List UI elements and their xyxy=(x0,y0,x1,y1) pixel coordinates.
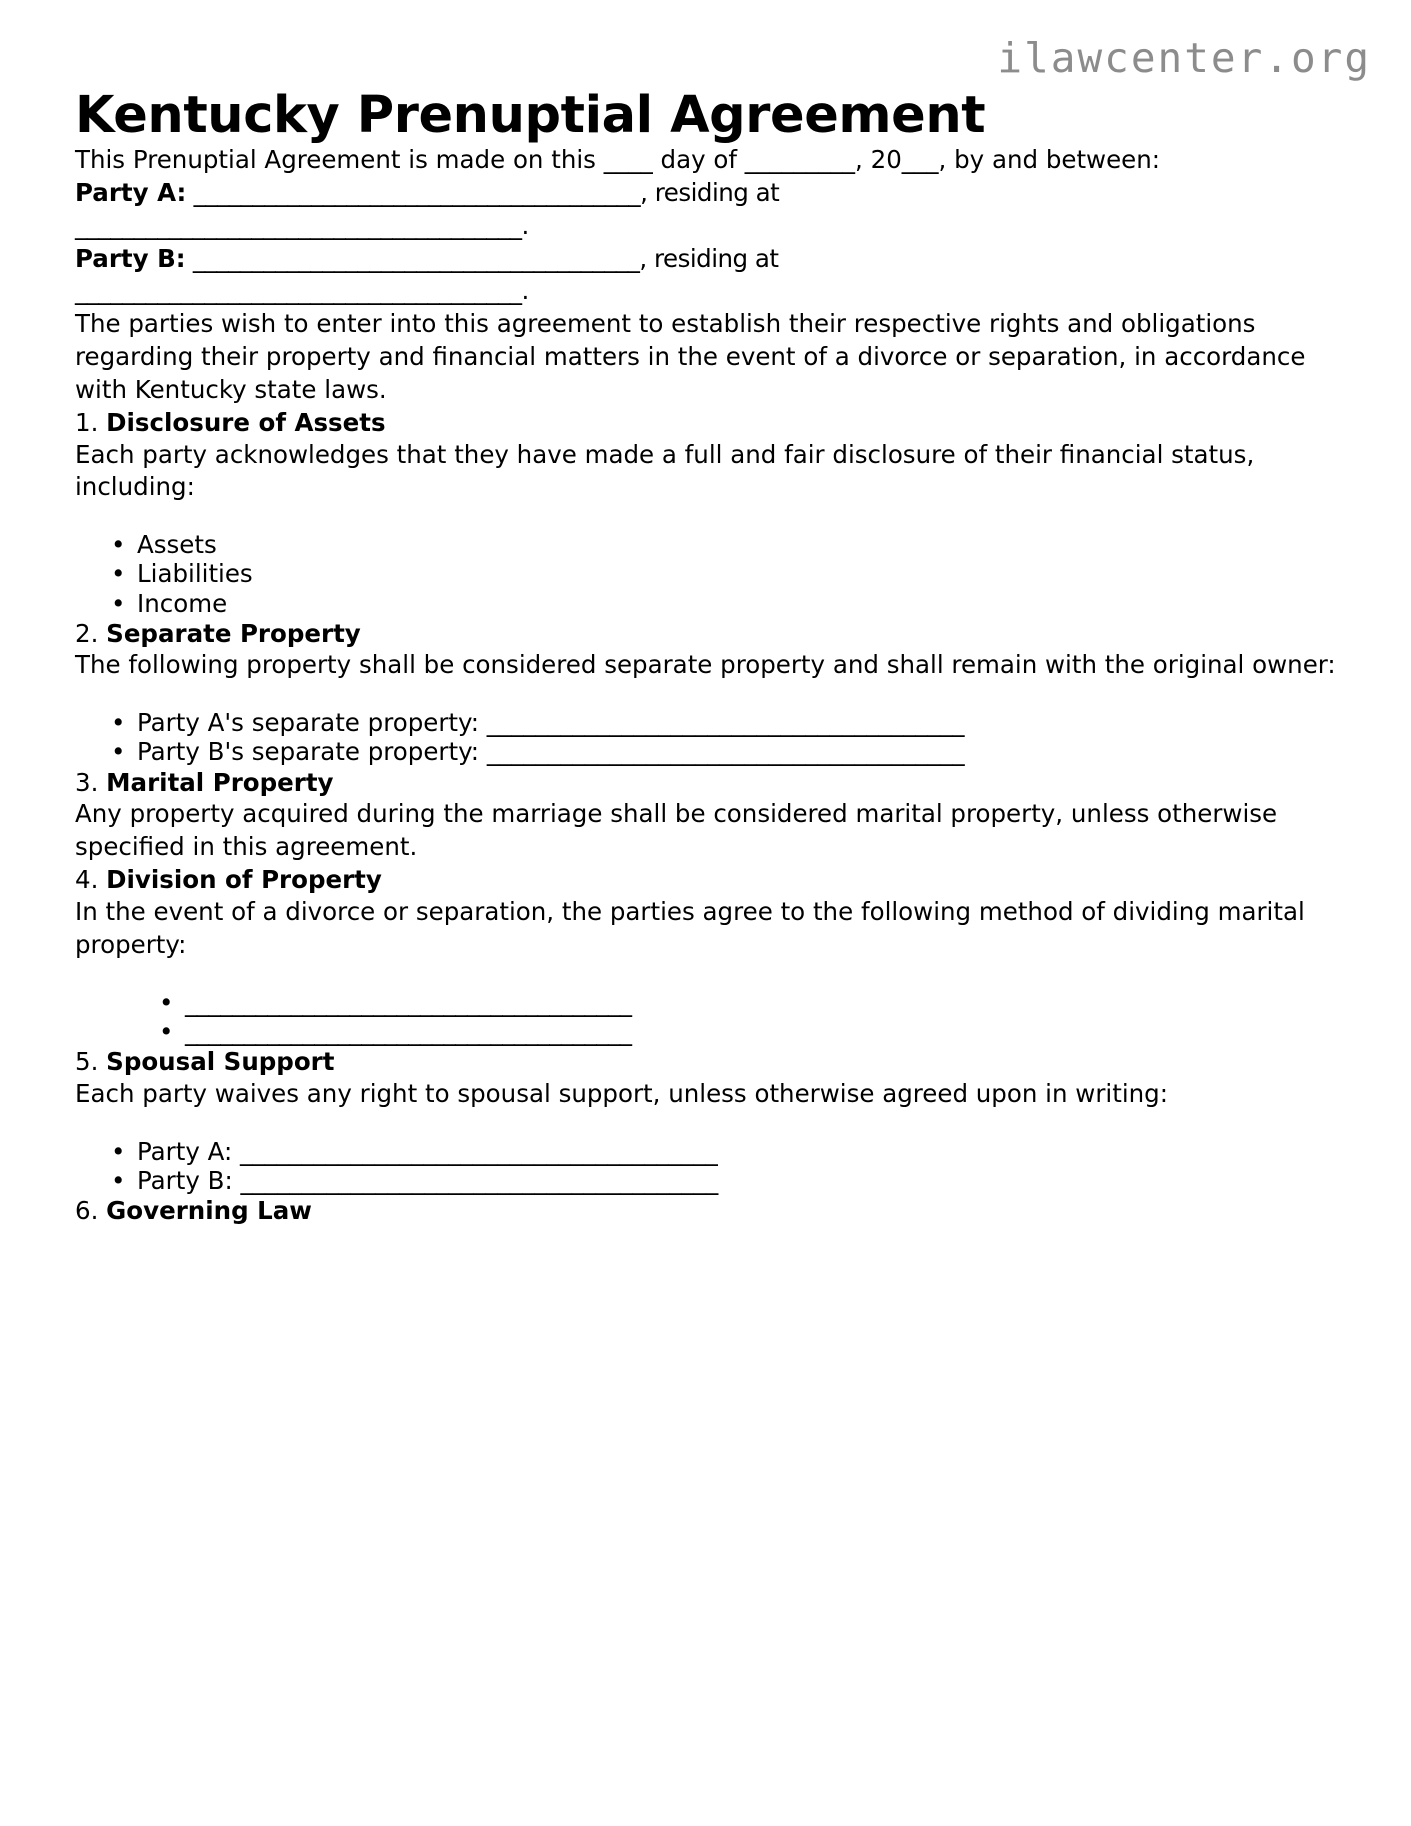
list-item[interactable]: • Party A's separate property: _______________________________________ xyxy=(137,708,1337,737)
section-number-6: 6. xyxy=(75,1195,107,1225)
section-body-1: Each party acknowledges that they have made a full and fair disclosure of their financial status, including: xyxy=(75,439,1255,502)
section-number-3: 3. xyxy=(75,767,107,797)
party-a-address-line xyxy=(75,210,1337,243)
section-heading-3 xyxy=(75,767,1337,799)
party-b-line xyxy=(75,243,1337,276)
section-1-bullet-list xyxy=(75,530,1337,617)
party-a-name-blank[interactable]: ______________________________________, residing at xyxy=(186,177,780,207)
list-item: • Income xyxy=(137,589,1337,618)
section-title-2: Separate Property xyxy=(106,618,361,648)
list-item: • Liabilities xyxy=(137,559,1337,588)
section-body-4: In the event of a divorce or separation, the parties agree to the following method of dividing marital property: xyxy=(75,896,1305,959)
section-4-bullet-list xyxy=(75,988,1337,1046)
party-b-address-line xyxy=(75,275,1337,308)
section-body-3: Any property acquired during the marriage shall be considered marital property, unless otherwise specified in this agreement. xyxy=(75,799,1278,862)
section-title-4: Division of Property xyxy=(106,865,382,895)
section-title-1: Disclosure of Assets xyxy=(106,407,386,437)
section-2-bullet-list xyxy=(75,708,1337,766)
section-number-4: 4. xyxy=(75,865,107,895)
party-a-label: Party A: xyxy=(75,177,187,207)
section-number-2: 2. xyxy=(75,618,107,648)
intro-paragraph: This Prenuptial Agreement is made on this ____ day of _________, 20___, by and between: xyxy=(75,145,1161,175)
section-5-bullet-list xyxy=(75,1137,1337,1195)
document-body xyxy=(75,0,1337,1227)
section-title-6: Governing Law xyxy=(106,1195,312,1225)
section-heading-6 xyxy=(75,1195,1337,1227)
page-title: Kentucky Prenuptial Agreement xyxy=(75,86,986,145)
list-item[interactable]: • Party B: _______________________________________ xyxy=(137,1166,1337,1195)
party-b-label: Party B: xyxy=(75,243,186,273)
site-watermark: ilawcenter.org xyxy=(997,34,1371,82)
party-a-address-blank[interactable]: ______________________________________. xyxy=(75,210,529,240)
list-item[interactable]: • ______________________________________ xyxy=(185,1017,1337,1046)
recital-paragraph: The parties wish to enter into this agreement to establish their respective rights and obligations regarding their property and financial matters in the event of a divorce or separation, in accordance with Kentucky state laws. xyxy=(75,309,1306,404)
section-heading-4 xyxy=(75,864,1337,896)
list-item[interactable]: • Party B's separate property: _______________________________________ xyxy=(137,737,1337,766)
list-item[interactable]: • ______________________________________ xyxy=(185,988,1337,1017)
section-heading-2 xyxy=(75,618,1337,650)
section-body-2: The following property shall be considered separate property and shall remain with the original owner: xyxy=(75,650,1336,680)
party-b-name-blank[interactable]: ______________________________________, residing at xyxy=(185,243,779,273)
section-number-1: 1. xyxy=(75,407,107,437)
section-title-5: Spousal Support xyxy=(106,1046,335,1076)
section-number-5: 5. xyxy=(75,1046,107,1076)
section-heading-5 xyxy=(75,1046,1337,1078)
list-item[interactable]: • Party A: _______________________________________ xyxy=(137,1137,1337,1166)
party-b-address-blank[interactable]: ______________________________________. xyxy=(75,276,529,306)
list-item: • Assets xyxy=(137,530,1337,559)
section-title-3: Marital Property xyxy=(106,767,334,797)
party-a-line xyxy=(75,177,1337,210)
section-heading-1 xyxy=(75,407,1337,439)
section-body-5: Each party waives any right to spousal support, unless otherwise agreed upon in writing: xyxy=(75,1078,1168,1108)
